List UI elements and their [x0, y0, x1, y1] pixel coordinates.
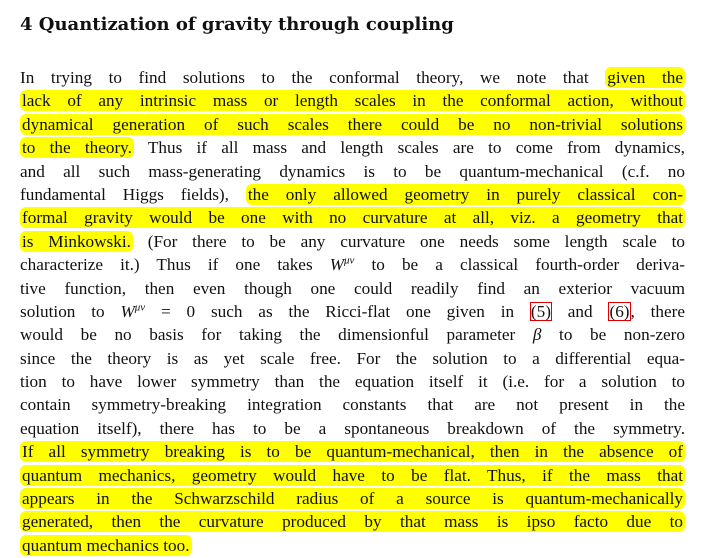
text-run: If all symmetry breaking is to be quantum-mechanical, then in the absence of [22, 442, 683, 462]
text-run: fundamental Higgs fields), [20, 184, 246, 204]
text-run: and [551, 301, 609, 321]
body-text [20, 325, 533, 344]
body-text [20, 185, 246, 204]
text-run: given the [607, 68, 684, 87]
text-run: tive function, then even though one could readily find an exterior vacuum [20, 278, 685, 298]
body-text [541, 325, 685, 344]
highlighted-text [20, 114, 685, 135]
text-line [20, 487, 685, 510]
text-run: lack of any intrinsic mass or length scales in the conformal action, without [22, 91, 683, 111]
body-text [20, 162, 685, 181]
text-line [20, 113, 685, 136]
text-line [20, 534, 685, 557]
text-run: (6) [609, 301, 630, 321]
text-run: and all such mass-generating dynamics is to be quantum-mechanical (c.f. no [20, 161, 685, 181]
body-text [20, 349, 685, 368]
text-run: appears in the Schwarzschild radius of a source is quantum-mechanically [22, 489, 683, 509]
body-text [20, 302, 120, 321]
text-run: , there [630, 301, 685, 321]
text-line [20, 440, 685, 463]
text-line [20, 89, 685, 112]
math-symbol [330, 255, 355, 274]
body-text [134, 138, 685, 157]
body-text [552, 302, 609, 321]
text-run: characterize it.) Thus if one takes [20, 255, 330, 275]
text-line [20, 253, 685, 276]
text-run: to the theory. [22, 138, 132, 158]
equation-reference-link[interactable] [530, 302, 552, 321]
text-line [20, 393, 685, 416]
body-text [20, 255, 330, 274]
highlighted-text [246, 184, 685, 205]
body-text [354, 255, 685, 274]
section-paragraph [20, 66, 685, 557]
equation-reference-link[interactable] [608, 302, 630, 321]
math-superscript: μν [134, 301, 146, 314]
text-run: is Minkowski. [22, 231, 131, 251]
body-text [20, 279, 685, 298]
text-run: Thus if all mass and length scales are to come from dynamics, [133, 138, 685, 158]
math-superscript: μν [344, 254, 355, 267]
text-run: dynamical generation of such scales there could be no non-trivial solutions [22, 114, 683, 134]
text-run: solution to [20, 301, 121, 321]
highlighted-text [20, 511, 685, 532]
math-symbol [120, 302, 145, 321]
body-text [133, 232, 685, 251]
text-line [20, 370, 685, 393]
text-run: W [120, 301, 135, 321]
text-run: = 0 such as the Ricci-flat one given in [145, 301, 530, 321]
body-text [631, 302, 685, 321]
text-run: quantum mechanics, geometry would have to be flat. Thus, if the mass that [22, 465, 683, 485]
text-run: formal gravity would be one with no curvature at all, viz. a geometry that [22, 208, 683, 228]
text-line [20, 66, 685, 89]
text-run: β [532, 325, 542, 345]
highlighted-text [20, 207, 685, 228]
section-heading: 4 Quantization of gravity through coupling [20, 14, 454, 35]
body-text [20, 68, 605, 87]
text-run: would be no basis for taking the dimensionful parameter [20, 325, 533, 345]
text-line [20, 417, 685, 440]
body-text [20, 372, 685, 391]
text-line [20, 160, 685, 183]
highlighted-text [20, 137, 134, 158]
highlighted-text [605, 67, 685, 88]
text-line [20, 136, 685, 159]
text-run: equation itself), there has to be a spontaneous breakdown of the symmetry. [20, 418, 685, 438]
text-run: (For there to be any curvature one needs some length scale to [132, 231, 685, 251]
text-run: In trying to find solutions to the conformal theory, we note that [20, 68, 606, 87]
text-line [20, 510, 685, 533]
body-text [20, 419, 685, 438]
text-line [20, 183, 685, 206]
text-run: since the theory is as yet scale free. For the solution to a differential equa- [20, 348, 685, 368]
text-run: tion to have lower symmetry than the equation itself it (i.e. for a solution to [20, 372, 685, 392]
text-line [20, 230, 685, 253]
highlighted-text [20, 231, 133, 252]
text-line [20, 206, 685, 229]
text-line [20, 300, 685, 323]
text-run: generated, then the curvature produced by that mass is ipso facto due to [22, 512, 683, 532]
text-run: W [329, 255, 345, 275]
text-run: to be non-zero [541, 325, 685, 345]
text-run: the only allowed geometry in purely classical con- [247, 184, 683, 204]
highlighted-text [20, 535, 192, 556]
text-line [20, 464, 685, 487]
text-line [20, 277, 685, 300]
highlighted-text [20, 441, 685, 462]
highlighted-text [20, 465, 685, 486]
text-line [20, 323, 685, 346]
body-text [20, 395, 685, 414]
highlighted-text [20, 90, 685, 111]
highlighted-text [20, 488, 685, 509]
body-text [145, 302, 530, 321]
text-run: contain symmetry-breaking integration constants that are not present in the [20, 395, 685, 415]
text-run: (5) [530, 301, 551, 321]
text-run: to be a classical fourth-order deriva- [354, 255, 685, 275]
text-line [20, 347, 685, 370]
text-run: quantum mechanics too. [22, 535, 190, 555]
